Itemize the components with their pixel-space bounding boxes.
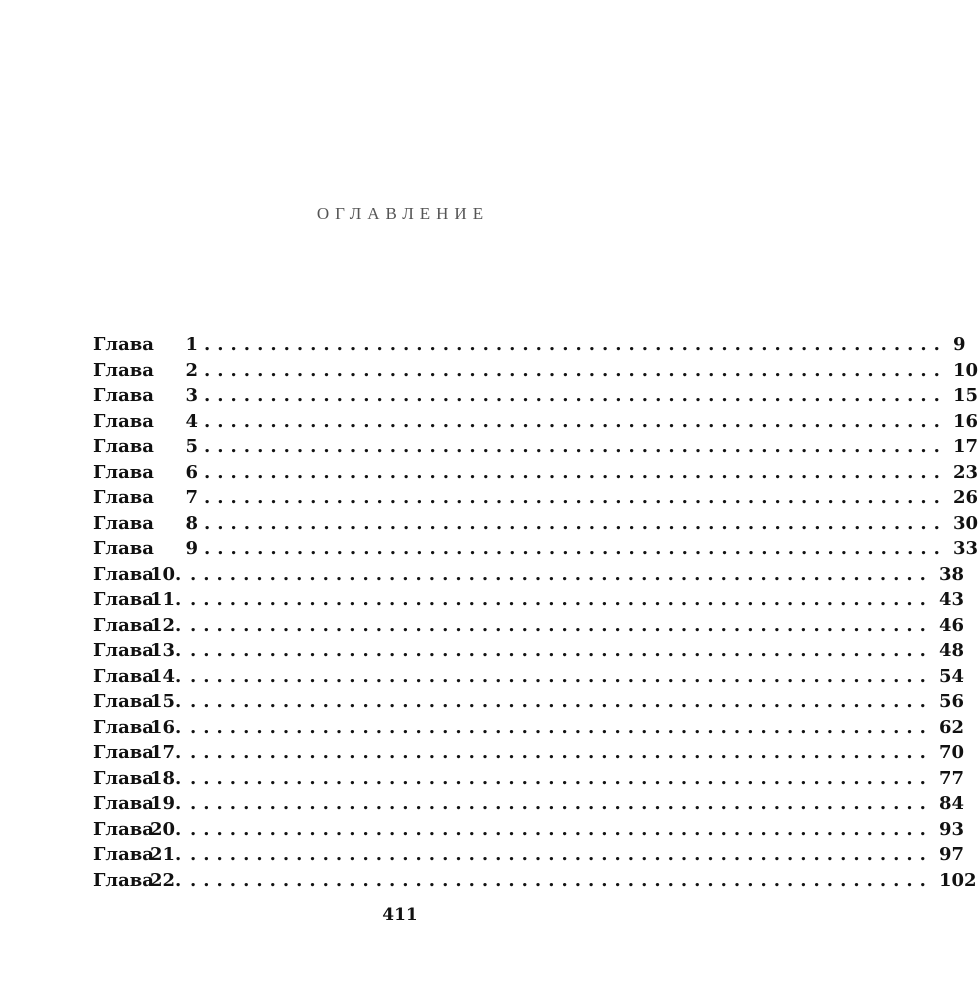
- chapter-page: 62: [938, 716, 964, 738]
- dot-leader: ........................................................: [190, 742, 933, 763]
- chapter-label: Глава: [93, 563, 154, 585]
- dot-leader: ........................................................: [190, 818, 933, 840]
- chapter-number: 18.: [150, 767, 182, 789]
- chapter-page: 54: [938, 665, 964, 687]
- page-number: 411: [382, 905, 418, 925]
- dot-leader: ........................................................: [204, 359, 947, 381]
- chapter-page: 33: [952, 538, 978, 559]
- chapter-page: 16: [952, 410, 978, 432]
- dot-leader: ........................................................: [190, 665, 933, 687]
- chapter-number: 2: [185, 359, 198, 381]
- chapter-page: 26: [952, 487, 978, 508]
- chapter-number: 19.: [150, 793, 182, 814]
- chapter-label: Глава: [93, 818, 154, 840]
- dot-leader: ........................................................: [204, 436, 947, 457]
- chapter-label: Глава: [93, 869, 154, 891]
- toc-entry: [93, 562, 964, 588]
- chapter-label: Глава: [93, 487, 154, 508]
- chapter-label: Глава: [93, 512, 154, 534]
- chapter-page: 56: [938, 691, 964, 712]
- chapter-page: 17: [952, 436, 978, 457]
- chapter-number: 3: [185, 385, 198, 406]
- chapter-number: 1: [185, 334, 198, 355]
- dot-leader: ........................................................: [204, 385, 947, 406]
- chapter-page: 15: [952, 385, 978, 406]
- toc-entry: [93, 664, 964, 690]
- toc-entry: [93, 868, 977, 894]
- chapter-label: Глава: [93, 538, 154, 559]
- dot-leader: ........................................................: [204, 410, 947, 432]
- chapter-page: 93: [938, 818, 964, 840]
- chapter-page: 84: [938, 793, 964, 814]
- toc-entry: [93, 409, 978, 435]
- dot-leader: ........................................................: [190, 614, 933, 636]
- toc-entry: [93, 536, 978, 562]
- dot-leader: ........................................................: [204, 334, 947, 355]
- toc-entry: [93, 791, 964, 817]
- table-of-contents: [93, 332, 978, 893]
- chapter-page: 77: [938, 767, 964, 789]
- dot-leader: ........................................................: [190, 563, 933, 585]
- chapter-page: 43: [938, 589, 964, 610]
- dot-leader: ........................................................: [190, 640, 933, 661]
- chapter-number: 12.: [150, 614, 182, 636]
- chapter-number: 5: [185, 436, 198, 457]
- chapter-number: 20.: [150, 818, 182, 840]
- dot-leader: ........................................................: [204, 512, 947, 534]
- chapter-number: 15.: [150, 691, 182, 712]
- dot-leader: ........................................................: [190, 869, 933, 891]
- dot-leader: ........................................................: [204, 461, 947, 483]
- chapter-number: 21.: [150, 844, 182, 865]
- chapter-label: Глава: [93, 640, 154, 661]
- toc-entry: [93, 434, 978, 460]
- chapter-label: Глава: [93, 334, 154, 355]
- chapter-number: 4: [185, 410, 198, 432]
- chapter-page: 70: [938, 742, 964, 763]
- toc-entry: [93, 511, 978, 537]
- chapter-number: 17.: [150, 742, 182, 763]
- chapter-page: 10: [952, 359, 978, 381]
- chapter-number: 8: [185, 512, 198, 534]
- toc-entry: [93, 817, 964, 843]
- chapter-label: Глава: [93, 665, 154, 687]
- toc-entry: [93, 715, 964, 741]
- chapter-number: 22.: [150, 869, 182, 891]
- toc-entry: [93, 358, 978, 384]
- toc-entry: [93, 383, 978, 409]
- chapter-number: 13.: [150, 640, 182, 661]
- chapter-label: Глава: [93, 691, 154, 712]
- chapter-label: Глава: [93, 844, 154, 865]
- dot-leader: ........................................................: [190, 589, 933, 610]
- chapter-label: Глава: [93, 793, 154, 814]
- chapter-number: 6: [185, 461, 198, 483]
- dot-leader: ........................................................: [190, 844, 933, 865]
- chapter-number: 14.: [150, 665, 182, 687]
- toc-entry: [93, 460, 978, 486]
- chapter-number: 10.: [150, 563, 182, 585]
- toc-entry: [93, 740, 964, 766]
- chapter-label: Глава: [93, 589, 154, 610]
- chapter-label: Глава: [93, 461, 154, 483]
- toc-entry: [93, 613, 964, 639]
- chapter-label: Глава: [93, 614, 154, 636]
- toc-entry: [93, 485, 978, 511]
- chapter-number: 11.: [150, 589, 182, 610]
- toc-entry: [93, 766, 964, 792]
- chapter-page: 30: [952, 512, 978, 534]
- chapter-label: Глава: [93, 742, 154, 763]
- dot-leader: ........................................................: [190, 716, 933, 738]
- toc-entry: [93, 638, 964, 664]
- dot-leader: ........................................................: [190, 767, 933, 789]
- toc-entry: [93, 689, 964, 715]
- chapter-number: 9: [185, 538, 198, 559]
- dot-leader: ........................................................: [204, 538, 947, 559]
- chapter-label: Глава: [93, 385, 154, 406]
- chapter-label: Глава: [93, 767, 154, 789]
- chapter-page: 46: [938, 614, 964, 636]
- chapter-number: 16.: [150, 716, 182, 738]
- chapter-label: Глава: [93, 410, 154, 432]
- chapter-page: 48: [938, 640, 964, 661]
- toc-entry: [93, 587, 964, 613]
- chapter-page: 23: [952, 461, 978, 483]
- chapter-page: 9: [952, 334, 966, 355]
- toc-entry: [93, 332, 966, 358]
- toc-entry: [93, 842, 964, 868]
- chapter-page: 38: [938, 563, 964, 585]
- chapter-label: Глава: [93, 716, 154, 738]
- dot-leader: ........................................................: [204, 487, 947, 508]
- dot-leader: ........................................................: [190, 793, 933, 814]
- toc-heading: ОГЛАВЛЕНИЕ: [316, 204, 490, 223]
- dot-leader: ........................................................: [190, 691, 933, 712]
- chapter-page: 102: [938, 869, 977, 891]
- chapter-label: Глава: [93, 359, 154, 381]
- chapter-label: Глава: [93, 436, 154, 457]
- chapter-number: 7: [185, 487, 198, 508]
- chapter-page: 97: [938, 844, 964, 865]
